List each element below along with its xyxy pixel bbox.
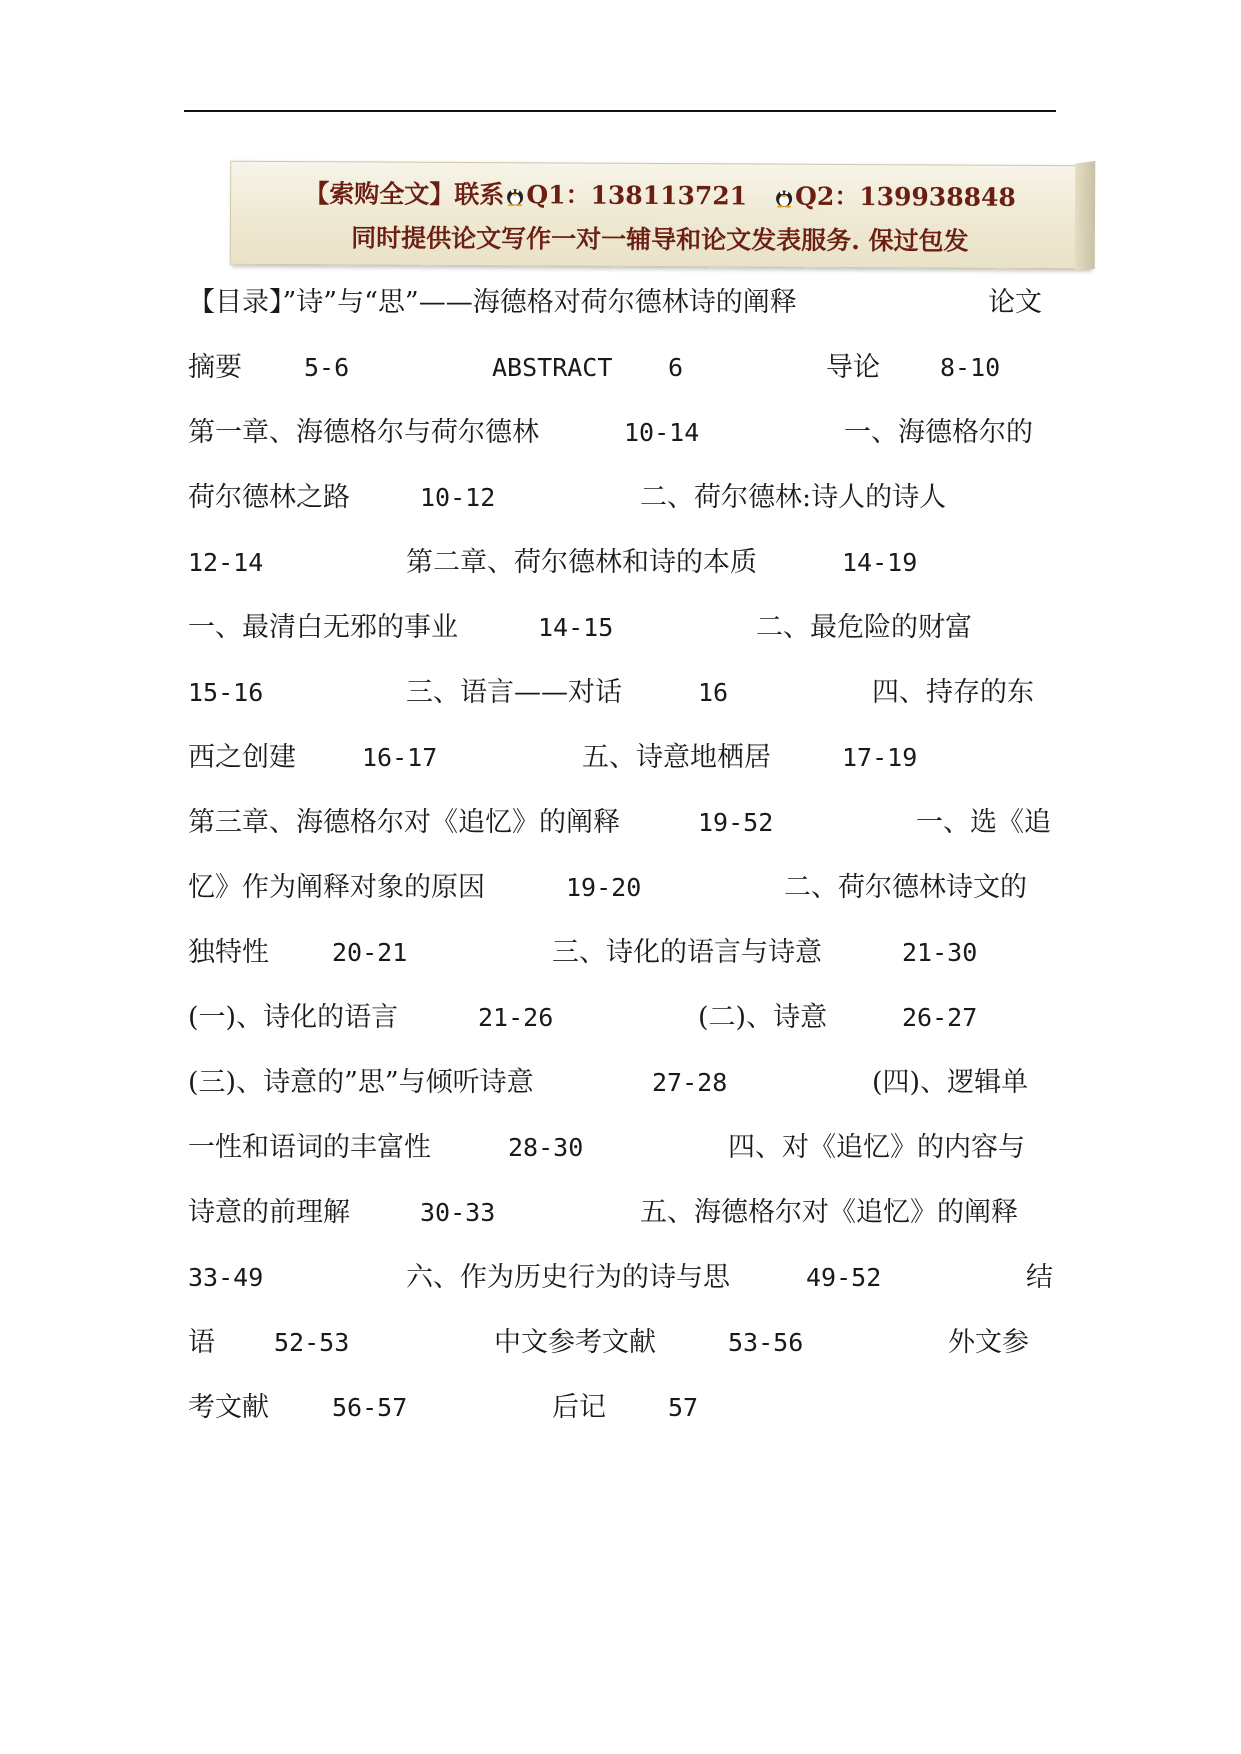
toc-page: 28-30 [508, 1133, 584, 1162]
toc-text: (一)、诗化的语言 [188, 1002, 399, 1033]
qq2-text: Q2：139938848 [795, 181, 1016, 212]
toc-page: 52-53 [274, 1328, 350, 1357]
toc-text: 三、语言——对话 [406, 677, 622, 708]
toc-text: 【目录】”诗”与“思”——海德格对荷尔德林诗的阐释 [188, 287, 797, 318]
toc-line [188, 868, 1048, 908]
toc-page: 10-12 [420, 483, 496, 512]
toc-page: 49-52 [806, 1263, 882, 1292]
toc-page: 56-57 [332, 1393, 408, 1422]
toc-text: 四、持存的东 [872, 677, 1034, 708]
toc-text: 结 [1026, 1262, 1053, 1293]
toc-text: 一、选《追 [916, 807, 1051, 838]
toc-line [188, 998, 1048, 1038]
toc-line [188, 1258, 1053, 1298]
toc-line [188, 283, 1048, 323]
toc-page: 15-16 [188, 678, 264, 707]
toc-text: 导论 [826, 352, 880, 383]
toc-text: 五、海德格尔对《追忆》的阐释 [640, 1197, 1018, 1228]
toc-page: 19-20 [566, 873, 642, 902]
toc-page: 20-21 [332, 938, 408, 967]
toc-text: 后记 [552, 1392, 606, 1423]
toc-line [188, 1128, 1048, 1168]
toc-text: 外文参 [948, 1327, 1029, 1358]
toc-page: 21-30 [902, 938, 978, 967]
toc-page: 26-27 [902, 1003, 978, 1032]
toc-page: 21-26 [478, 1003, 554, 1032]
toc-page: 12-14 [188, 548, 264, 577]
toc-line [188, 348, 1048, 388]
banner-contact-line [231, 174, 1089, 214]
top-rule [184, 110, 1056, 112]
penguin-icon [505, 183, 525, 205]
toc-page: 16-17 [362, 743, 438, 772]
toc-text: (二)、诗意 [698, 1002, 828, 1033]
toc-line [188, 1193, 1048, 1233]
toc-page: 17-19 [842, 743, 918, 772]
toc-text: 第三章、海德格尔对《追忆》的阐释 [188, 807, 620, 838]
toc-text: 独特性 [188, 937, 269, 968]
toc-page: 16 [698, 678, 729, 707]
toc-text: 三、诗化的语言与诗意 [552, 937, 822, 968]
toc-text: 二、荷尔德林诗文的 [784, 872, 1027, 903]
toc-line [188, 673, 1048, 713]
toc-page: 5-6 [304, 353, 350, 382]
banner-prefix: 【索购全文】联系 [304, 179, 505, 210]
toc-line [188, 1323, 1048, 1363]
contact-banner [230, 161, 1091, 270]
toc-line [188, 1388, 1048, 1428]
toc-page: 14-15 [538, 613, 614, 642]
toc-text: 五、诗意地栖居 [582, 742, 771, 773]
toc-line [188, 1063, 1048, 1103]
toc-page: 53-56 [728, 1328, 804, 1357]
toc-page: 14-19 [842, 548, 918, 577]
toc-text: 荷尔德林之路 [188, 482, 350, 513]
toc-text: (四)、逻辑单 [872, 1067, 1029, 1098]
qq1-text: Q1：138113721 [526, 180, 748, 211]
toc-line [188, 608, 1048, 648]
toc-page: 57 [668, 1393, 699, 1422]
toc-page: 8-10 [940, 353, 1001, 382]
toc-text: 二、最危险的财富 [756, 612, 972, 643]
toc-page: 27-28 [652, 1068, 728, 1097]
toc-text: 一、海德格尔的 [844, 417, 1033, 448]
toc-text: 四、对《追忆》的内容与 [728, 1132, 1025, 1163]
toc-text: 六、作为历史行为的诗与思 [406, 1262, 730, 1293]
toc-text: 一、最清白无邪的事业 [188, 612, 458, 643]
toc-text: 第二章、荷尔德林和诗的本质 [406, 547, 757, 578]
toc-text: 中文参考文献 [494, 1327, 656, 1358]
toc-text: 第一章、海德格尔与荷尔德林 [188, 417, 539, 448]
toc-line [188, 413, 1048, 453]
toc-text: 摘要 [188, 352, 242, 383]
toc-page: 33-49 [188, 1263, 264, 1292]
toc-line [188, 738, 1048, 778]
toc-line [188, 803, 1051, 843]
toc-text: 论文 [988, 287, 1042, 318]
toc-page: 19-52 [698, 808, 774, 837]
toc-page: 30-33 [420, 1198, 496, 1227]
toc-line [188, 543, 1048, 583]
toc-text: ABSTRACT [492, 353, 613, 382]
toc-text: 一性和语词的丰富性 [188, 1132, 431, 1163]
toc-text: 忆》作为阐释对象的原因 [188, 872, 485, 903]
toc-page: 10-14 [624, 418, 700, 447]
toc-text: 二、荷尔德林:诗人的诗人 [640, 482, 947, 513]
toc-page: 6 [668, 353, 684, 382]
toc-line [188, 933, 1048, 973]
toc-text: 语 [188, 1327, 215, 1358]
toc-text: 考文献 [188, 1392, 269, 1423]
penguin-icon [774, 185, 794, 207]
toc-text: 诗意的前理解 [188, 1197, 350, 1228]
toc-line [188, 478, 1048, 518]
toc-text: (三)、诗意的”思”与倾听诗意 [188, 1067, 534, 1098]
banner-service-line: 同时提供论文写作一对一辅导和论文发表服务. 保过包发 [351, 223, 969, 256]
toc-text: 西之创建 [188, 742, 296, 773]
